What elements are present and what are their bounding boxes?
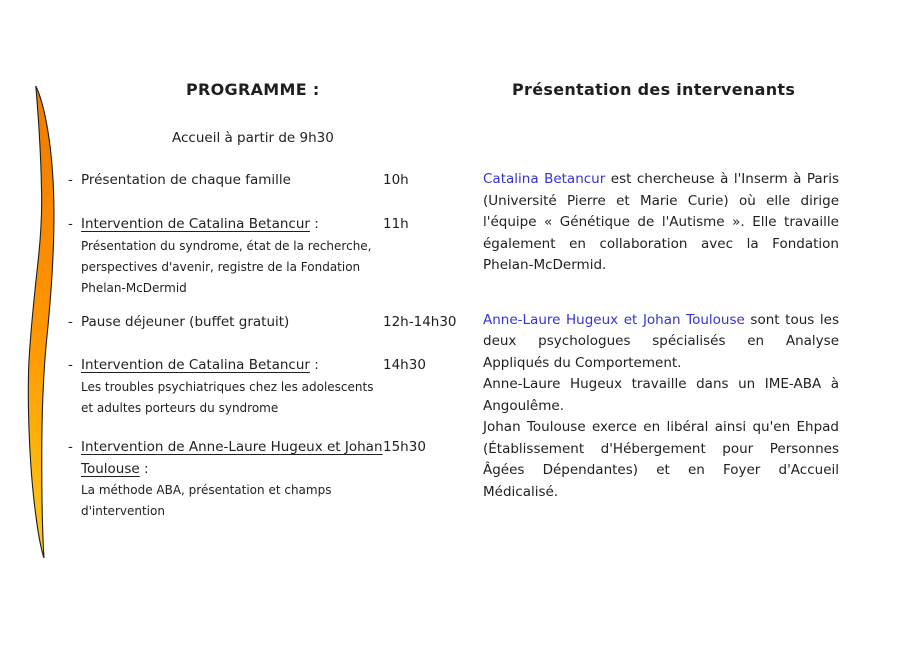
bio-text: est chercheuse à l'Inserm à Paris (Université Pierre et Marie Curie) où elle dirige l'équipe « Génétique de l'Autisme ». Elle travaille également en collaboration avec la Fondation Phelan-McDermid. [483, 171, 839, 273]
programme-item-intervention-betancur-apresmidi [68, 355, 466, 419]
bio-text: sont tous les deux psychologues spécialisés en Analyse Appliqués du Comportement. [483, 311, 839, 371]
programme-item-intervention-betancur-matin [68, 214, 466, 299]
session-time: 12h-14h30 [383, 314, 457, 330]
session-title: Présentation de chaque famille [81, 172, 291, 188]
session-description: La méthode ABA, présentation et champs d'intervention [81, 483, 332, 518]
list-dash: - [68, 172, 73, 188]
intervenants-column [483, 169, 839, 503]
ribbon-shape [28, 86, 54, 558]
session-time: 10h [383, 172, 409, 188]
session-title: Intervention de Catalina Betancur : [81, 216, 319, 232]
programme-item-intervention-hugeux-toulouse [68, 437, 466, 522]
speaker-name: Catalina Betancur [483, 171, 606, 187]
orange-ribbon-ornament [0, 0, 70, 645]
bio-text-line: Anne-Laure Hugeux travaille dans un IME-ABA à Angoulême. [483, 376, 839, 414]
session-title: Pause déjeuner (buffet gratuit) [81, 314, 290, 330]
session-time: 11h [383, 216, 409, 232]
session-title: Intervention de Anne-Laure Hugeux et Johan Toulouse : [81, 439, 383, 477]
session-title: Intervention de Catalina Betancur : [81, 357, 319, 373]
bio-text-line: Johan Toulouse exerce en libéral ainsi qu'en Ehpad (Établissement d'Hébergement pour Personnes Âgées Dépendantes) et en Foyer d'Accueil Médicalisé. [483, 419, 839, 500]
list-dash: - [68, 439, 73, 455]
session-description: Les troubles psychiatriques chez les adolescents et adultes porteurs du syndrome [81, 379, 374, 415]
list-dash: - [68, 216, 73, 232]
list-dash: - [68, 357, 73, 373]
bio-hugeux-toulouse [483, 310, 839, 504]
programme-item-presentation-familles [68, 170, 466, 192]
accueil-note: Accueil à partir de 9h30 [172, 130, 334, 146]
programme-header: PROGRAMME : [186, 80, 320, 99]
session-time: 15h30 [383, 439, 426, 455]
speaker-name: Anne-Laure Hugeux et Johan Toulouse [483, 311, 745, 328]
list-dash: - [68, 314, 73, 330]
session-time: 14h30 [383, 357, 426, 373]
bio-catalina-betancur [483, 169, 839, 277]
session-description: Présentation du syndrome, état de la recherche, perspectives d'avenir, registre de la Fondation Phelan-McDermid [81, 238, 372, 295]
programme-item-pause-dejeuner [68, 312, 466, 334]
intervenants-header: Présentation des intervenants [512, 80, 796, 99]
